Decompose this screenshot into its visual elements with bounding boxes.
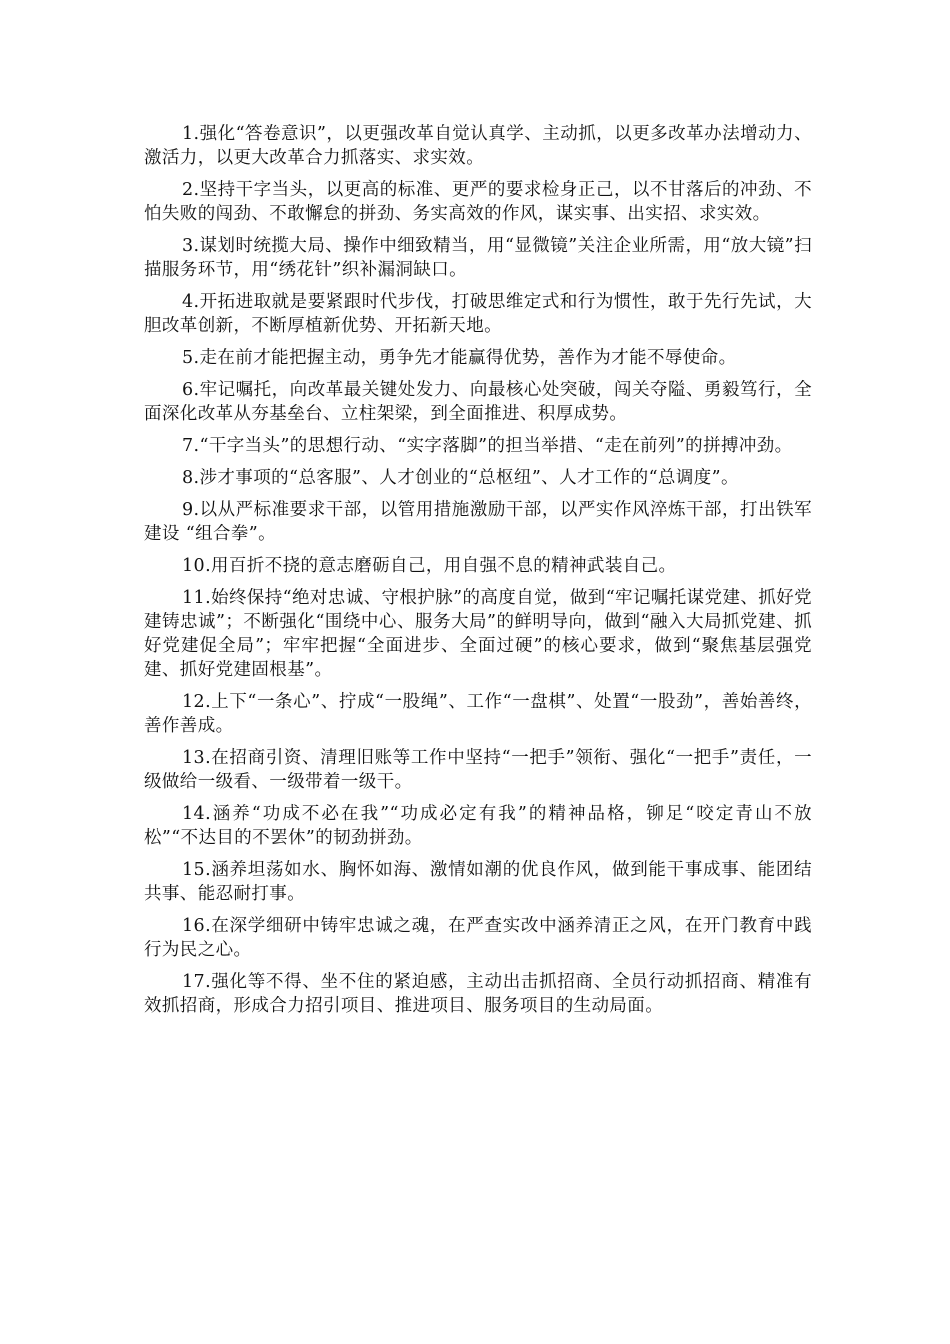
paragraph-9: 9.以从严标准要求干部，以管用措施激励干部，以严实作风淬炼干部，打出铁军建设 “组合拳”。 <box>144 500 812 544</box>
document-body <box>144 122 812 1026</box>
paragraph-2: 2.坚持干字当头，以更高的标准、更严的要求检身正己，以不甘落后的冲劲、不怕失败的闯劲、不敢懈怠的拼劲、务实高效的作风，谋实事、出实招、求实效。 <box>144 180 812 224</box>
paragraph-7: 7.“干字当头”的思想行动、“实字落脚”的担当举措、“走在前列”的拼搏冲劲。 <box>182 436 793 456</box>
paragraph-11: 11.始终保持“绝对忠诚、守根护脉”的高度自觉，做到“牢记嘱托谋党建、抓好党建铸忠诚”；不断强化“围绕中心、服务大局”的鲜明导向，做到“融入大局抓党建、抓好党建促全局”；牢牢把握“全面进步、全面过硬”的核心要求，做到“聚焦基层强党建、抓好党建固根基”。 <box>144 588 812 680</box>
paragraph-4: 4.开拓进取就是要紧跟时代步伐，打破思维定式和行为惯性，敢于先行先试，大胆改革创新，不断厚植新优势、开拓新天地。 <box>144 292 812 336</box>
paragraph-8: 8.涉才事项的“总客服”、人才创业的“总枢纽”、人才工作的“总调度”。 <box>182 468 739 488</box>
paragraph-6: 6.牢记嘱托，向改革最关键处发力、向最核心处突破，闯关夺隘、勇毅笃行，全面深化改革从夯基垒台、立柱架梁，到全面推进、积厚成势。 <box>144 380 812 424</box>
paragraph-17: 17.强化等不得、坐不住的紧迫感，主动出击抓招商、全员行动抓招商、精准有效抓招商，形成合力招引项目、推进项目、服务项目的生动局面。 <box>144 972 812 1016</box>
paragraph-12: 12.上下“一条心”、拧成“一股绳”、工作“一盘棋”、处置“一股劲”，善始善终，善作善成。 <box>144 692 812 736</box>
paragraph-5: 5.走在前才能把握主动，勇争先才能赢得优势，善作为才能不辱使命。 <box>182 348 737 368</box>
paragraph-13: 13.在招商引资、清理旧账等工作中坚持“一把手”领衔、强化“一把手”责任，一级做给一级看、一级带着一级干。 <box>144 748 812 792</box>
paragraph-1: 1.强化“答卷意识”，以更强改革自觉认真学、主动抓，以更多改革办法增动力、激活力，以更大改革合力抓落实、求实效。 <box>144 124 812 168</box>
paragraph-16: 16.在深学细研中铸牢忠诚之魂，在严查实改中涵养清正之风，在开门教育中践行为民之心。 <box>144 916 812 960</box>
paragraph-10: 10.用百折不挠的意志磨砺自己，用自强不息的精神武装自己。 <box>182 556 677 576</box>
paragraph-3: 3.谋划时统揽大局、操作中细致精当，用“显微镜”关注企业所需，用“放大镜”扫描服务环节，用“绣花针”织补漏洞缺口。 <box>144 236 812 280</box>
paragraph-15: 15.涵养坦荡如水、胸怀如海、激情如潮的优良作风，做到能干事成事、能团结共事、能忍耐打事。 <box>144 860 812 904</box>
paragraph-14: 14.涵养“功成不必在我”“功成必定有我”的精神品格，铆足“咬定青山不放松”“不达目的不罢休”的韧劲拼劲。 <box>144 804 812 848</box>
